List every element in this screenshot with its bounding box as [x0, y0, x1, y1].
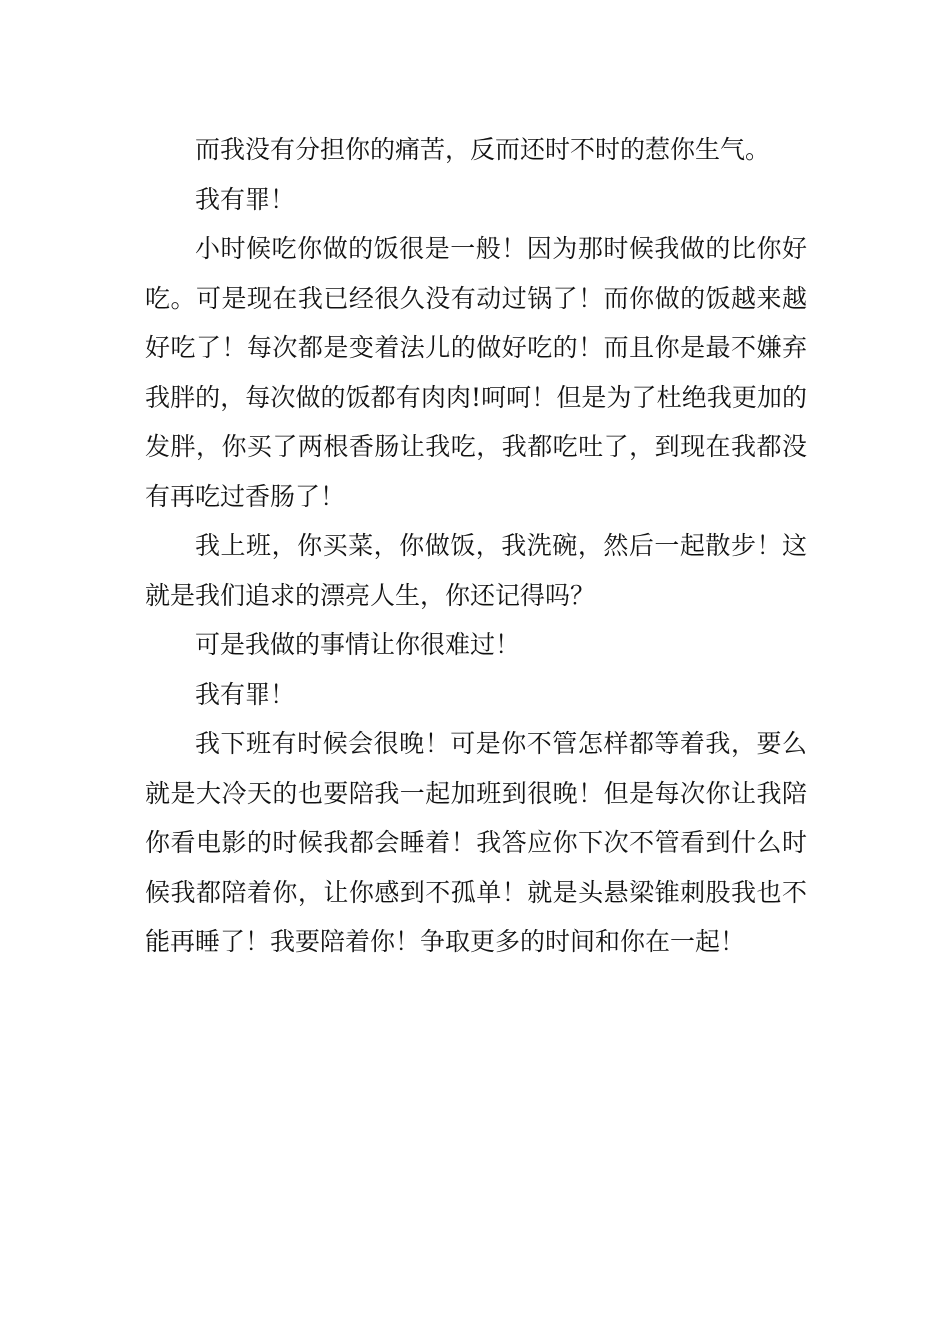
document-body — [145, 125, 807, 967]
paragraph-4: 我上班，你买菜，你做饭，我洗碗，然后一起散步！这就是我们追求的漂亮人生，你还记得吗？ — [145, 531, 807, 610]
paragraph-7: 我下班有时候会很晚！可是你不管怎样都等着我，要么就是大冷天的也要陪我一起加班到很晚！但是每次你让我陪你看电影的时候我都会睡着！我答应你下次不管看到什么时候我都陪着你，让你感到不孤单！就是头悬梁锥刺股我也不能再睡了！我要陪着你！争取更多的时间和你在一起！ — [145, 729, 807, 956]
paragraph-6: 我有罪！ — [195, 679, 296, 709]
paragraph-5: 可是我做的事情让你很难过！ — [195, 630, 521, 659]
paragraph-3: 小时候吃你做的饭很是一般！因为那时候我做的比你好吃。可是现在我已经很久没有动过锅了！而你做的饭越来越好吃了！每次都是变着法儿的做好吃的！而且你是最不嫌弃我胖的，每次做的饭都有肉肉!呵呵！但是为了杜绝我更加的发胖，你买了两根香肠让我吃，我都吃吐了，到现在我都没有再吃过香肠了！ — [145, 234, 807, 511]
paragraph-2: 我有罪！ — [195, 184, 296, 214]
paragraph-1: 而我没有分担你的痛苦，反而还时不时的惹你生气。 — [195, 135, 771, 164]
